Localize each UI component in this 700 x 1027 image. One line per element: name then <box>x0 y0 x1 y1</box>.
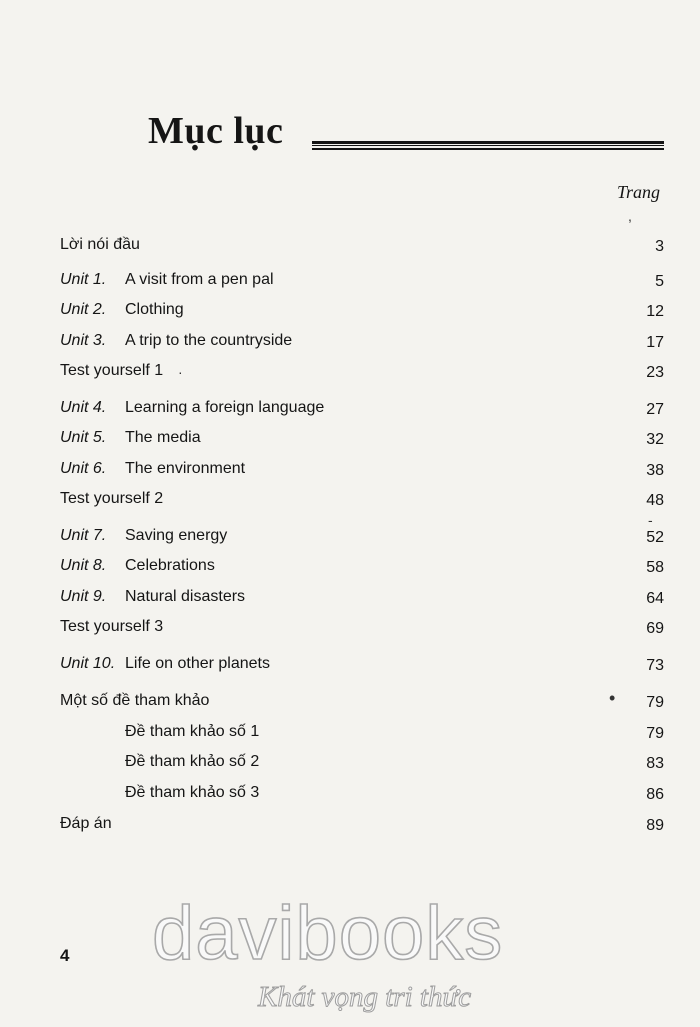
toc-unit-number: Unit 5. <box>60 429 107 446</box>
toc-unit-number: Unit 4. <box>60 399 107 416</box>
toc-row-reference-tests[interactable] <box>60 692 664 714</box>
toc-row-unit-4[interactable] <box>60 399 664 421</box>
toc-row-unit-1[interactable] <box>60 271 664 293</box>
toc-row-answers[interactable] <box>60 815 664 837</box>
toc-row-unit-6[interactable] <box>60 460 664 482</box>
toc-entry-label: Đề tham khảo số 2 <box>125 753 260 770</box>
toc-entry-page: 52 <box>646 529 664 546</box>
toc-entry-page: 69 <box>646 620 664 637</box>
toc-unit-number: Unit 6. <box>60 460 107 477</box>
page-title: Mục lục <box>148 110 284 152</box>
toc-unit-number: Unit 9. <box>60 588 107 605</box>
toc-entry-page: 23 <box>646 364 664 381</box>
toc-row-test-3[interactable] <box>60 618 664 640</box>
toc-entry-page: 83 <box>646 755 664 772</box>
scan-mark: - <box>648 512 653 528</box>
toc-entry-label: Lời nói đầu <box>60 236 140 253</box>
scan-mark: • <box>609 688 616 708</box>
toc-unit-number: Unit 8. <box>60 557 107 574</box>
toc-entry-page: 79 <box>646 694 664 711</box>
toc-entry-label: Natural disasters <box>125 588 246 605</box>
toc-entry-label: Một số đề tham khảo <box>60 692 210 709</box>
toc-entry-page: 89 <box>646 817 664 834</box>
page-column-label: Trang <box>617 182 661 202</box>
toc-entry-label: Test yourself 2 <box>60 490 164 507</box>
toc-entry-page: 27 <box>646 401 664 418</box>
toc-unit-number: Unit 7. <box>60 527 107 544</box>
scan-mark: , <box>628 208 632 224</box>
toc-row-test-1[interactable] <box>60 362 664 384</box>
toc-row-unit-2[interactable] <box>60 301 664 323</box>
toc-row-unit-5[interactable] <box>60 429 664 451</box>
toc-row-unit-10[interactable] <box>60 655 664 677</box>
toc-entry-page: 12 <box>646 303 664 320</box>
toc-row-reference-test-3[interactable] <box>60 784 664 806</box>
toc-row-unit-7[interactable] <box>60 527 664 549</box>
toc-entry-label: Đề tham khảo số 3 <box>125 784 260 801</box>
watermark-slogan: Khát vọng tri thức <box>258 981 472 1013</box>
toc-entry-page: 64 <box>646 590 664 607</box>
toc-entry-label: Test yourself 1 <box>60 362 164 379</box>
toc-entry-page: 79 <box>646 725 664 742</box>
toc-entry-label: Celebrations <box>125 557 215 574</box>
watermark-brand: davibooks <box>152 891 504 976</box>
toc-entry-label: Test yourself 3 <box>60 618 164 635</box>
toc-entry-label: The media <box>125 429 201 446</box>
toc-entry-label: Life on other planets <box>125 655 270 672</box>
toc-unit-number: Unit 3. <box>60 332 107 349</box>
toc-row-test-2[interactable] <box>60 490 664 512</box>
toc-unit-number: Unit 2. <box>60 301 107 318</box>
toc-entry-label: Saving energy <box>125 527 228 544</box>
toc-entry-label: Clothing <box>125 301 184 318</box>
toc-row-unit-3[interactable] <box>60 332 664 354</box>
toc-entry-label: A visit from a pen pal <box>125 271 274 288</box>
toc-entry-page: 3 <box>655 238 664 255</box>
toc-entry-page: 58 <box>646 559 664 576</box>
scan-mark: · <box>178 364 183 380</box>
page-number: 4 <box>60 946 70 965</box>
toc-entry-label: Đề tham khảo số 1 <box>125 723 260 740</box>
toc-entry-page: 5 <box>655 273 664 290</box>
toc-row-reference-test-1[interactable] <box>60 723 664 745</box>
toc-unit-number: Unit 1. <box>60 271 107 288</box>
toc-entry-page: 32 <box>646 431 664 448</box>
toc-entry-page: 38 <box>646 462 664 479</box>
toc-entry-page: 86 <box>646 786 664 803</box>
toc-row-preface[interactable] <box>60 236 664 258</box>
title-rule <box>312 141 664 150</box>
toc-row-unit-9[interactable] <box>60 588 664 610</box>
toc-row-unit-8[interactable] <box>60 557 664 579</box>
toc-entry-page: 48 <box>646 492 664 509</box>
toc-entry-label: A trip to the countryside <box>125 332 293 349</box>
toc-entry-label: The environment <box>125 460 246 477</box>
toc-unit-number: Unit 10. <box>60 655 116 672</box>
toc-row-reference-test-2[interactable] <box>60 753 664 775</box>
toc-entry-page: 17 <box>646 334 664 351</box>
toc-entry-label: Đáp án <box>60 815 112 832</box>
toc-entry-label: Learning a foreign language <box>125 399 325 416</box>
toc-entry-page: 73 <box>646 657 664 674</box>
